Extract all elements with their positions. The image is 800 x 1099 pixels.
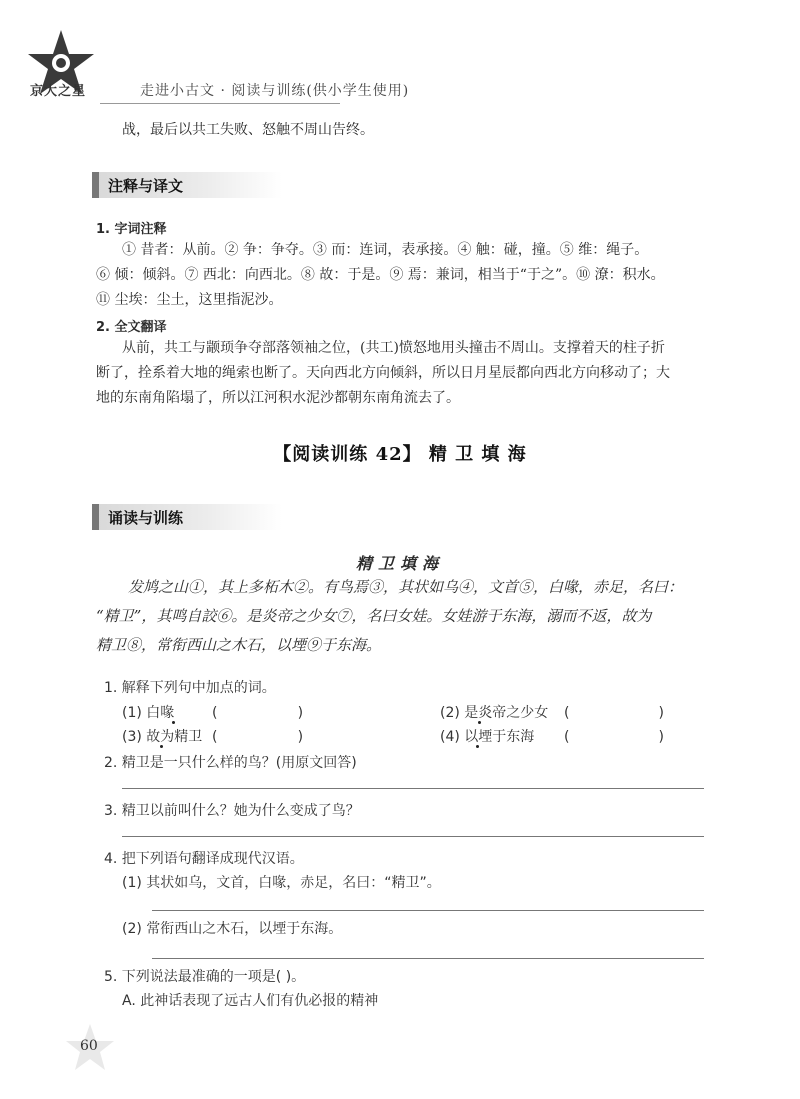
classical-text-line: 精卫⑧，常衔西山之木石，以堙⑨于东海。 (96, 636, 382, 654)
word-notes-line: ⑪ 尘埃：尘土，这里指泥沙。 (96, 292, 283, 308)
emphasis-dot (478, 721, 481, 724)
classical-text-line: 发鸠之山①，其上多柘木②。有鸟焉③，其状如乌④，文首⑤，白喙，赤足，名曰： (128, 578, 684, 596)
intro-tail: 战，最后以共工失败、怒触不周山告终。 (122, 122, 374, 138)
question-4-part-2: (2) 常衔西山之木石，以堙于东海。 (122, 921, 343, 937)
q1-item-answer-blank[interactable]: ( ) (564, 705, 664, 721)
answer-line[interactable] (122, 836, 704, 837)
question-4-part-1: (1) 其状如乌，文首，白喙，赤足，名曰：“精卫”。 (122, 875, 441, 891)
answer-line[interactable] (152, 958, 704, 959)
translation-line: 断了，拴系着大地的绳索也断了。天向西北方向倾斜，所以日月星辰都向西北方向移动了；大 (96, 365, 670, 381)
word-notes-line: ① 昔者：从前。② 争：争夺。③ 而：连词，表承接。④ 触：碰，撞。⑤ 维：绳子。 (122, 242, 649, 258)
classical-text-title: 精卫填海 (355, 554, 444, 573)
answer-line[interactable] (122, 788, 704, 789)
translation-line: 地的东南角陷塌了，所以江河积水泥沙都朝东南角流去了。 (96, 390, 460, 406)
translation-line: 从前，共工与颛顼争夺部落领袖之位，(共工)愤怒地用头撞击不周山。支撑着天的柱子折 (122, 340, 665, 356)
section-label-text: 注释与译文 (108, 177, 184, 195)
series-title: 走进小古文 · 阅读与训练(供小学生使用) (140, 83, 410, 99)
word-notes-line: ⑥ 倾：倾斜。⑦ 西北：向西北。⑧ 故：于是。⑨ 焉：兼词，相当于“于之”。⑩ 潦：积水。 (96, 267, 665, 283)
q1-item-label: (4) 以堙于东海 (440, 729, 535, 745)
lesson-title: 【阅读训练 42】 精 卫 填 海 (273, 444, 527, 465)
q1-item-answer-blank[interactable]: ( ) (212, 729, 304, 745)
question-4: 4. 把下列语句翻译成现代汉语。 (104, 851, 304, 867)
q1-item-label: (1) 白喙 (122, 705, 175, 721)
sub-heading-word-notes: 1. 字词注释 (96, 222, 167, 237)
section-label-text: 诵读与训练 (108, 509, 184, 527)
q1-item-answer-blank[interactable]: ( ) (212, 705, 304, 721)
emphasis-dot (476, 745, 479, 748)
question-5-option-a[interactable]: A. 此神话表现了远古人们有仇必报的精神 (122, 993, 379, 1009)
answer-line[interactable] (152, 910, 704, 911)
page-number: 60 (80, 1038, 98, 1054)
q1-item-label: (3) 故为精卫 (122, 729, 203, 745)
classical-text-line: “精卫”，其鸣自詨⑥。是炎帝之少女⑦，名曰女娃。女娃游于东海，溺而不返，故为 (96, 607, 652, 625)
question-3: 3. 精卫以前叫什么？她为什么变成了鸟？ (104, 803, 360, 819)
question-5: 5. 下列说法最准确的一项是( )。 (104, 969, 306, 985)
q1-item-label: (2) 是炎帝之少女 (440, 705, 549, 721)
header-rule (100, 103, 340, 104)
question-2: 2. 精卫是一只什么样的鸟？(用原文回答) (104, 755, 357, 771)
section-label-recite (92, 504, 282, 530)
sub-heading-translation: 2. 全文翻译 (96, 320, 167, 335)
section-label-notes (92, 172, 282, 198)
emphasis-dot (160, 745, 163, 748)
emphasis-dot (172, 721, 175, 724)
q1-item-answer-blank[interactable]: ( ) (564, 729, 664, 745)
brand-name: 京大之星 (30, 84, 87, 99)
question-1: 1. 解释下列句中加点的词。 (104, 680, 276, 696)
